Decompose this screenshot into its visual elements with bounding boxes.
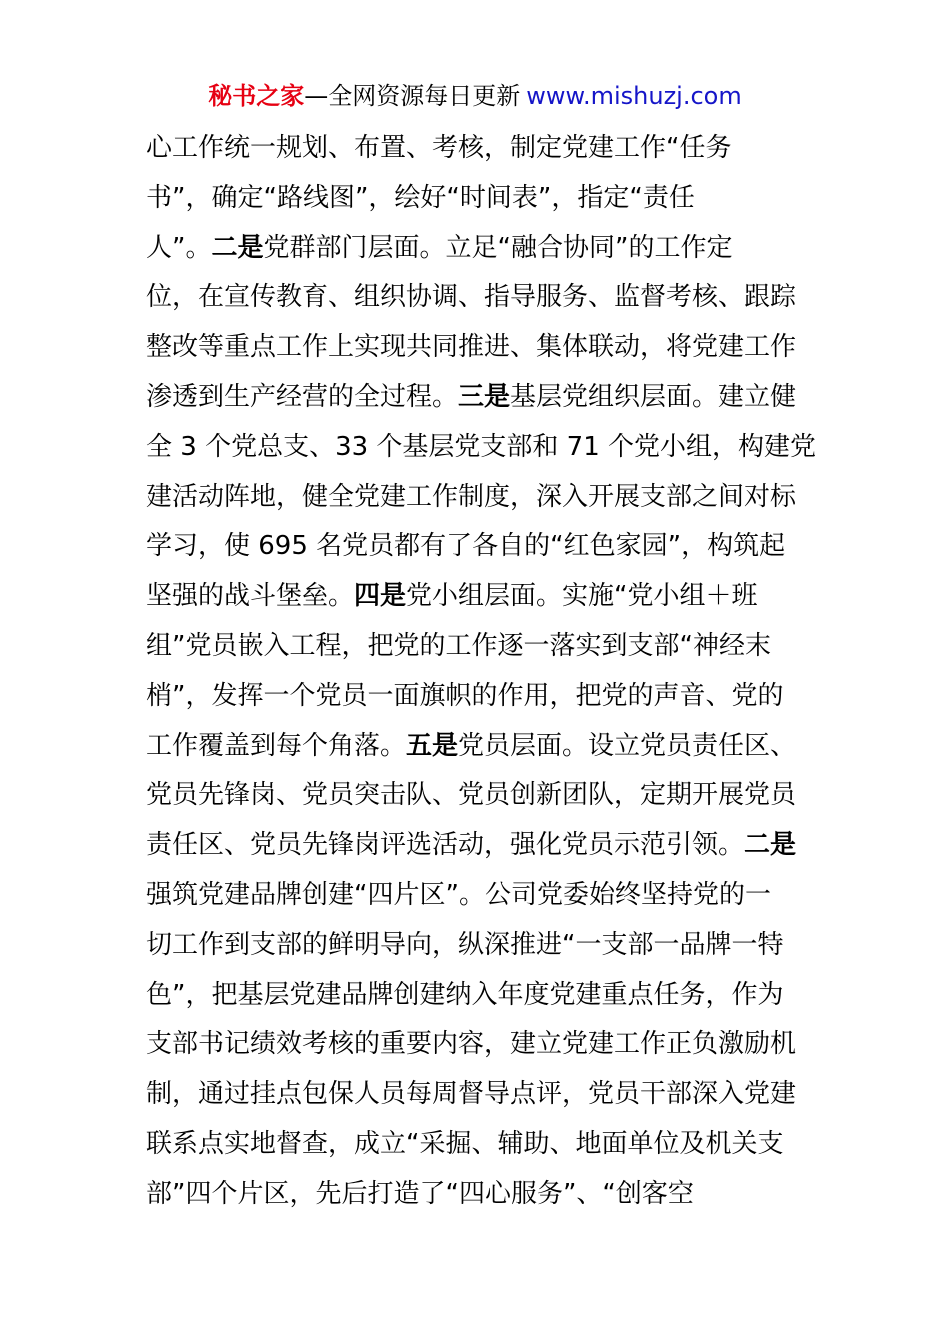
text-segment: 书”，确定“路线图”，绘好“时间表”，指定“责任	[146, 182, 695, 213]
site-link[interactable]: www.mishuzj.com	[526, 82, 742, 110]
text-segment: 建活动阵地，健全党建工作制度，深入开展支部之间对标	[146, 481, 797, 512]
text-segment: 切工作到支部的鲜明导向，纵深推进“一支部一品牌一特	[146, 929, 784, 960]
document-body	[146, 124, 816, 1220]
text-line	[146, 124, 816, 174]
text-segment: 工作覆盖到每个角落。	[146, 730, 407, 761]
text-segment: 坚强的战斗堡垒。	[146, 581, 355, 612]
text-line	[146, 921, 816, 971]
text-segment: 部”四个片区，先后打造了“四心服务”、“创客空	[146, 1178, 694, 1209]
page-header	[0, 80, 950, 112]
text-segment: 党员层面。设立党员责任区、	[458, 730, 797, 761]
bold-lead-phrase: 四是	[354, 581, 407, 612]
text-segment: 心工作统一规划、布置、考核，制定党建工作“任务	[146, 133, 732, 163]
text-line	[146, 174, 816, 224]
bold-lead-phrase: 五是	[406, 730, 459, 761]
text-segment: 党员先锋岗、党员突击队、党员创新团队，定期开展党员	[146, 780, 797, 811]
text-line	[146, 622, 816, 672]
text-line	[146, 1120, 816, 1170]
text-line	[146, 373, 816, 423]
text-segment: 梢”，发挥一个党员一面旗帜的作用，把党的声音、党的	[146, 680, 784, 711]
text-segment: 位，在宣传教育、组织协调、指导服务、监督考核、跟踪	[146, 282, 797, 313]
text-segment: 强筑党建品牌创建“四片区”。公司党委始终坚持党的一	[146, 879, 771, 910]
text-segment: 责任区、党员先锋岗评选活动，强化党员示范引领。	[146, 830, 745, 861]
text-line	[146, 871, 816, 921]
text-line	[146, 821, 816, 871]
bold-lead-phrase: 二是	[211, 232, 264, 263]
text-line	[146, 224, 816, 274]
text-segment: 整改等重点工作上实现共同推进、集体联动，将党建工作	[146, 332, 797, 363]
text-line	[146, 722, 816, 772]
text-segment: 党小组层面。实施“党小组＋班	[406, 581, 758, 612]
text-line	[146, 771, 816, 821]
text-segment: 组”党员嵌入工程，把党的工作逐一落实到支部“神经末	[146, 630, 771, 661]
text-line	[146, 522, 816, 572]
text-line	[146, 1070, 816, 1120]
text-segment: 制，通过挂点包保人员每周督导点评，党员干部深入党建	[146, 1079, 797, 1110]
text-segment: 全 3 个党总支、33 个基层党支部和 71 个党小组，构建党	[146, 431, 817, 462]
text-segment: 党群部门层面。立足“融合协同”的工作定	[263, 232, 733, 263]
text-segment: 人”。	[146, 232, 212, 263]
text-segment: 色”，把基层党建品牌创建纳入年度党建重点任务，作为	[146, 979, 784, 1010]
brand-name: 秘书之家	[208, 82, 305, 110]
text-segment: 基层党组织层面。建立健	[510, 381, 797, 412]
text-line	[146, 971, 816, 1021]
bold-lead-phrase: 二是	[744, 830, 797, 861]
bold-lead-phrase: 三是	[458, 381, 511, 412]
header-tagline: —全网资源每日更新	[304, 82, 521, 110]
text-segment: 渗透到生产经营的全过程。	[146, 381, 459, 412]
text-line	[146, 1170, 816, 1220]
text-segment: 支部书记绩效考核的重要内容，建立党建工作正负激励机	[146, 1029, 797, 1060]
text-segment: 学习，使 695 名党员都有了各自的“红色家园”，构筑起	[146, 531, 786, 562]
text-line	[146, 572, 816, 622]
text-line	[146, 323, 816, 373]
text-line	[146, 1020, 816, 1070]
text-line	[146, 473, 816, 523]
text-line	[146, 672, 816, 722]
text-line	[146, 273, 816, 323]
text-line	[146, 423, 816, 473]
text-segment: 联系点实地督查，成立“采掘、辅助、地面单位及机关支	[146, 1128, 784, 1159]
